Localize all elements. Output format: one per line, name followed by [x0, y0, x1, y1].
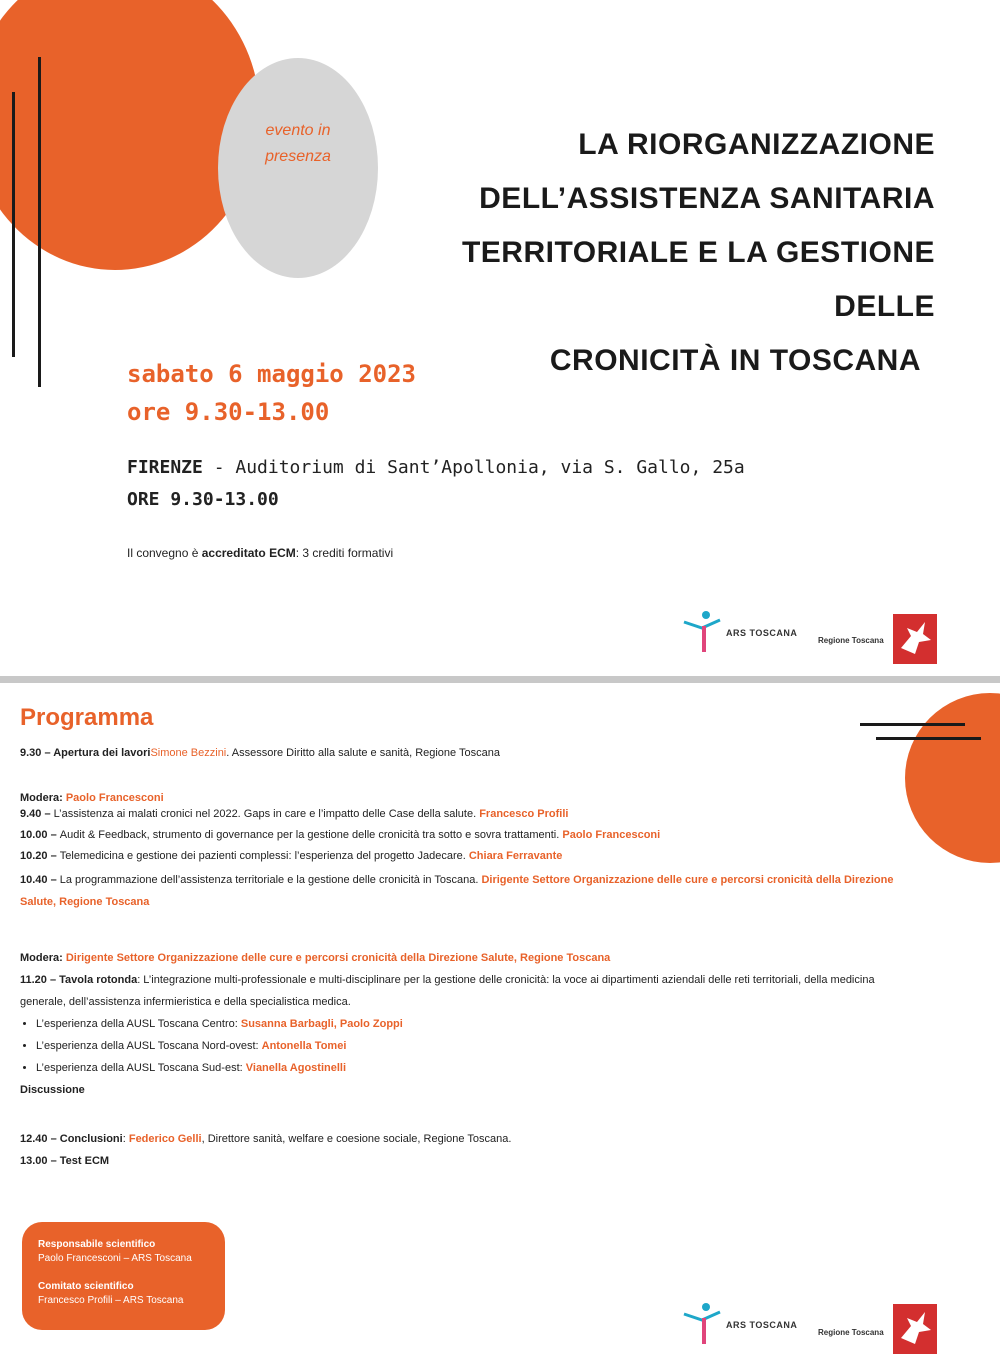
program-item [20, 1150, 900, 1172]
event-time-repeat: ORE 9.30-13.00 [127, 489, 279, 510]
credits-text: : 3 crediti formativi [295, 546, 394, 560]
page-title [375, 118, 935, 388]
decorative-vertical-line [38, 57, 41, 387]
time: 10.40 – [20, 874, 60, 886]
time: 10.00 – [20, 829, 60, 841]
speaker: Francesco Profili [479, 808, 569, 820]
list-item [36, 1035, 900, 1057]
speaker: Dirigente Settore Organizzazione delle cure e percorsi cronicità della Direzione Salute, Regione Toscana [20, 874, 894, 908]
event-city: FIRENZE [127, 457, 203, 478]
resp-title: Responsabile scientifico [38, 1239, 156, 1250]
comm-name: Francesco Profili – ARS Toscana [38, 1295, 184, 1306]
program-item [20, 848, 900, 864]
label: Test ECM [59, 1155, 110, 1167]
speaker: Chiara Ferravante [468, 850, 563, 862]
event-mode-badge [218, 118, 378, 170]
event-date-block [127, 355, 416, 431]
event-venue [127, 452, 745, 484]
title-line: CRONICITÀ IN TOSCANA [549, 344, 921, 377]
program-item [20, 1128, 900, 1150]
list-item [36, 1013, 900, 1035]
time: 10.20 – [20, 850, 60, 862]
speaker: Simone Bezzini [150, 747, 227, 759]
label: Discussione [20, 1084, 85, 1096]
topic: Audit & Feedback, strumento di governance per la gestione delle cronicità tra sotto e sovra trattamenti. [59, 829, 563, 841]
regione-toscana-label: Regione Toscana [818, 1328, 884, 1337]
time: 12.40 – [20, 1133, 60, 1145]
pegasus-icon [893, 614, 937, 664]
resp-name: Paolo Francesconi – ARS Toscana [38, 1253, 192, 1264]
ars-person-icon [682, 1302, 722, 1346]
ecm-credits-note [127, 546, 393, 560]
title-line: LA RIORGANIZZAZIONE [578, 128, 935, 161]
list-item [36, 1057, 900, 1079]
topic: La programmazione dell’assistenza territoriale e la gestione delle cronicità in Toscana. [59, 874, 482, 886]
event-time: ore 9.30-13.00 [127, 398, 330, 426]
role: . Assessore Diritto alla salute e sanità, Regione Toscana [226, 747, 500, 759]
topic: L’assistenza ai malati cronici nel 2022. Gaps in care e l’impatto delle Case della salute. [53, 808, 480, 820]
time: 11.20 – [20, 974, 60, 986]
program-heading: Programma [20, 704, 154, 731]
time: 13.00 – [20, 1155, 60, 1167]
badge-line: evento in [265, 122, 331, 139]
scientific-committee-box [22, 1222, 225, 1330]
label: Conclusioni [59, 1133, 123, 1145]
ars-toscana-logo [682, 608, 802, 658]
event-address: - Auditorium di Sant’Apollonia, via S. Gallo, 25a [202, 457, 745, 478]
speaker: Antonella Tomei [261, 1040, 347, 1052]
round-table-list [20, 1013, 900, 1079]
regione-toscana-logo [893, 1304, 937, 1354]
program-item [20, 806, 900, 822]
event-date: sabato 6 maggio 2023 [127, 360, 416, 388]
decorative-horizontal-line [876, 737, 981, 740]
comm-title: Comitato scientifico [38, 1281, 134, 1292]
title-line: DELL’ASSISTENZA SANITARIA [479, 182, 935, 215]
ars-toscana-logo [682, 1300, 802, 1350]
program-closing [20, 1128, 900, 1172]
time: 9.30 – [20, 747, 54, 759]
time: 9.40 – [20, 808, 54, 820]
program-item [20, 827, 900, 843]
topic: : L’integrazione multi-professionale e multi-disciplinare per la gestione delle cronicità: la voce ai dipartimenti aziendali delle reti territoriali, della medicina generale, dell’assistenza infermieristica e della specialistica medica. [20, 974, 875, 1008]
pegasus-icon [893, 1304, 937, 1354]
moderator [20, 947, 900, 969]
role: , Direttore sanità, welfare e coesione sociale, Regione Toscana. [201, 1133, 512, 1145]
separator: : [122, 1133, 129, 1145]
ars-person-icon [682, 610, 722, 654]
program-session-1 [20, 790, 900, 913]
topic: Telemedicina e gestione dei pazienti complessi: l’esperienza del progetto Jadecare. [59, 850, 469, 862]
topic: L’esperienza della AUSL Toscana Nord-ovest: [36, 1040, 262, 1052]
program-item [20, 869, 900, 913]
event-venue-block [127, 452, 745, 516]
topic: L’esperienza della AUSL Toscana Sud-est: [36, 1062, 246, 1074]
ars-logo-text: ARS TOSCANA [726, 628, 798, 638]
speaker: Paolo Francesconi [65, 792, 164, 804]
label: Modera: [20, 952, 66, 964]
moderator [20, 790, 900, 806]
speaker: Dirigente Settore Organizzazione delle cure e percorsi cronicità della Direzione Salute, Regione Toscana [65, 952, 611, 964]
decorative-vertical-line [12, 92, 15, 357]
topic: L’esperienza della AUSL Toscana Centro: [36, 1018, 241, 1030]
program-opening [20, 745, 900, 761]
credits-text: Il convegno è [127, 546, 202, 560]
regione-toscana-label: Regione Toscana [818, 636, 884, 645]
decorative-horizontal-line [860, 723, 965, 726]
label: Modera: [20, 792, 66, 804]
badge-line: presenza [265, 148, 331, 165]
program-item [20, 969, 900, 1013]
discussion [20, 1079, 900, 1101]
program-session-2 [20, 947, 900, 1101]
ars-logo-text: ARS TOSCANA [726, 1320, 798, 1330]
speaker: Vianella Agostinelli [245, 1062, 347, 1074]
decorative-orange-circle [905, 693, 1000, 863]
title-line: TERRITORIALE E LA GESTIONE DELLE [461, 236, 935, 323]
regione-toscana-logo [893, 614, 937, 664]
speaker: Paolo Francesconi [562, 829, 661, 841]
speaker: Federico Gelli [128, 1133, 202, 1145]
label: Tavola rotonda [59, 974, 138, 986]
speaker: Susanna Barbagli, Paolo Zoppi [240, 1018, 403, 1030]
credits-bold: accreditato ECM [201, 546, 296, 560]
label: Apertura dei lavori [53, 747, 151, 759]
section-divider [0, 676, 1000, 683]
